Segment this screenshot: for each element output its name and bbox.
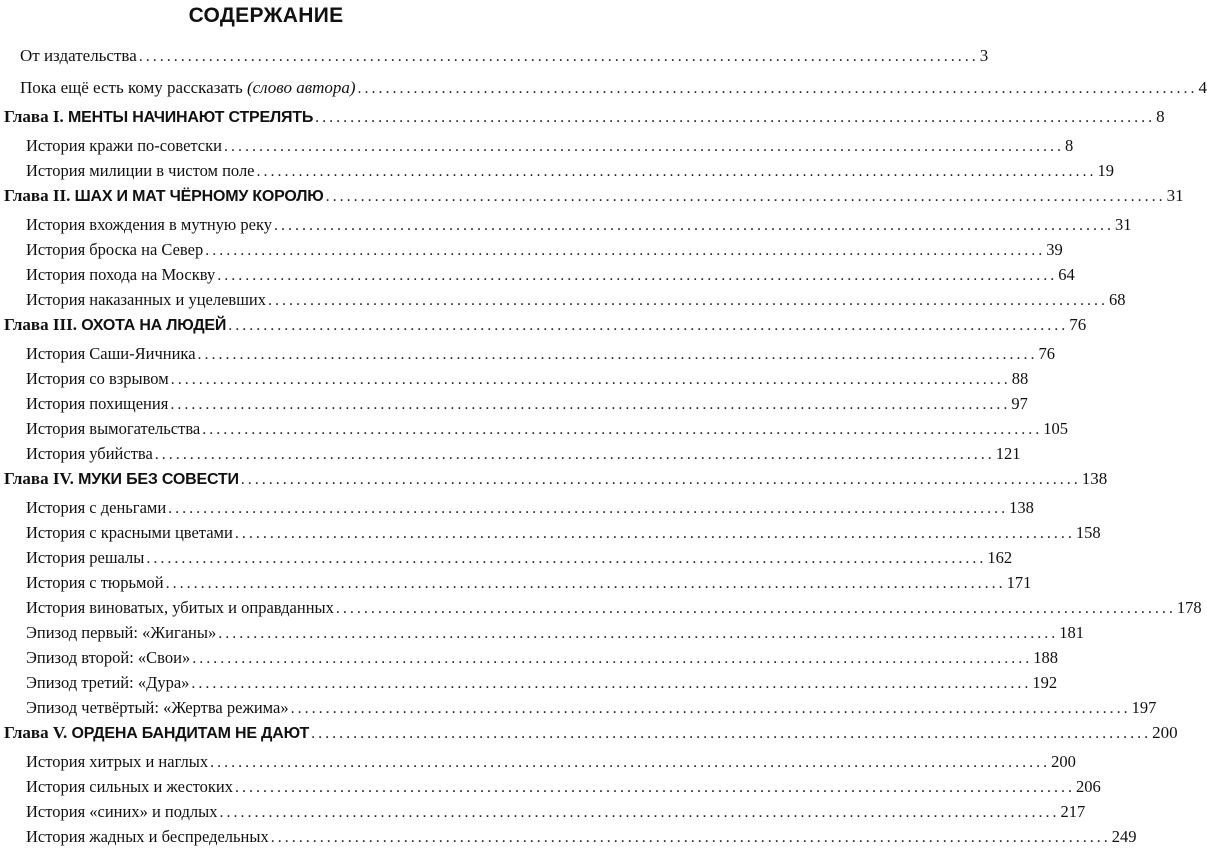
chapter-label: Глава III. <box>4 315 77 334</box>
dot-leader: ........................................................................................................................ <box>191 675 1032 692</box>
toc-story[interactable] <box>0 598 1202 623</box>
dot-leader: ........................................................................................................................ <box>138 48 979 65</box>
entry-text <box>20 78 356 98</box>
toc-story[interactable] <box>0 752 1076 777</box>
dot-leader: ........................................................................................................................ <box>223 138 1064 155</box>
entry-text: История решалы <box>26 548 145 567</box>
page-number: 158 <box>1075 523 1101 542</box>
dot-leader: ........................................................................................................................ <box>311 725 1152 742</box>
toc-story[interactable] <box>0 419 1068 444</box>
page-number: 4 <box>1198 78 1207 97</box>
toc-entry-front-0[interactable] <box>0 46 989 75</box>
chapter-name: ОХОТА НА ЛЮДЕЙ <box>81 317 227 334</box>
page-number: 39 <box>1046 240 1063 259</box>
page-number: 105 <box>1043 419 1068 438</box>
dot-leader: ........................................................................................................................ <box>273 217 1114 234</box>
toc-chapter-2[interactable] <box>0 186 1184 215</box>
toc-story[interactable] <box>0 344 1056 369</box>
entry-text: История броска на Север <box>26 240 204 259</box>
toc-chapter-1[interactable] <box>0 107 1165 136</box>
dot-leader: ........................................................................................................................ <box>256 163 1097 180</box>
toc-story[interactable] <box>0 394 1028 419</box>
dot-leader: ........................................................................................................................ <box>205 242 1046 259</box>
dot-leader: ........................................................................................................................ <box>228 317 1069 334</box>
entry-text: История Саши-Яичника <box>26 344 196 363</box>
page-number: 31 <box>1114 215 1132 234</box>
dot-leader: ........................................................................................................................ <box>197 346 1038 363</box>
page-number: 138 <box>1009 498 1034 517</box>
dot-leader: ........................................................................................................................ <box>192 650 1033 667</box>
chapter-name: ОРДЕНА БАНДИТАМ НЕ ДАЮТ <box>71 725 310 742</box>
dot-leader: ........................................................................................................................ <box>270 829 1111 846</box>
dot-leader: ........................................................................................................................ <box>290 700 1131 717</box>
entry-text: История жадных и беспредельных <box>26 827 269 846</box>
toc-story[interactable] <box>0 215 1132 240</box>
toc-story[interactable] <box>0 369 1029 394</box>
entry-text: Эпизод второй: «Свои» <box>26 648 191 667</box>
entry-text: История кражи по-советски <box>26 136 222 155</box>
dot-leader: ........................................................................................................................ <box>165 575 1006 592</box>
page-number: 188 <box>1033 648 1058 667</box>
entry-text: Эпизод четвёртый: «Жертва режима» <box>26 698 289 717</box>
toc-story[interactable] <box>0 623 1084 648</box>
page-number: 200 <box>1152 723 1178 742</box>
page-number: 206 <box>1076 777 1101 796</box>
toc-story[interactable] <box>0 802 1086 827</box>
dot-leader: ........................................................................................................................ <box>267 292 1108 309</box>
entry-title: Пока ещё есть кому рассказать <box>20 78 243 97</box>
page-number: 138 <box>1081 469 1108 488</box>
chapter-label: Глава IV. <box>4 469 74 488</box>
page-number: 171 <box>1006 573 1032 592</box>
page-number: 162 <box>987 548 1013 567</box>
page-number: 97 <box>1011 394 1028 413</box>
toc-chapter-3[interactable] <box>0 315 1087 344</box>
toc-story[interactable] <box>0 444 1021 469</box>
dot-leader: ........................................................................................................................ <box>240 471 1081 488</box>
dot-leader: ........................................................................................................................ <box>315 109 1156 126</box>
entry-text: История виноватых, убитых и оправданных <box>26 598 334 617</box>
toc-story[interactable] <box>0 777 1101 802</box>
dot-leader: ........................................................................................................................ <box>218 625 1059 642</box>
entry-text: История «синих» и подлых <box>26 802 218 821</box>
dot-leader: ........................................................................................................................ <box>217 267 1058 284</box>
page-number: 76 <box>1038 344 1056 363</box>
entry-text: История милиции в чистом поле <box>26 161 255 180</box>
page-number: 31 <box>1166 186 1184 205</box>
page-number: 8 <box>1156 107 1165 126</box>
chapter-heading <box>4 186 324 206</box>
dot-leader: ........................................................................................................................ <box>202 421 1043 438</box>
entry-text: История наказанных и уцелевших <box>26 290 266 309</box>
page-number: 8 <box>1064 136 1074 155</box>
toc-story[interactable] <box>0 523 1101 548</box>
page-number: 3 <box>979 46 989 65</box>
entry-text: Эпизод первый: «Жиганы» <box>26 623 217 642</box>
page-number: 192 <box>1032 673 1058 692</box>
toc-story[interactable] <box>0 827 1137 852</box>
toc-story[interactable] <box>0 136 1074 161</box>
entry-text: История вымогательства <box>26 419 201 438</box>
entry-text: История похода на Москву <box>26 265 216 284</box>
page-number: 68 <box>1108 290 1126 309</box>
page-number: 88 <box>1011 369 1029 388</box>
toc-story[interactable] <box>0 698 1157 723</box>
entry-text: История с деньгами <box>26 498 167 517</box>
chapter-heading <box>4 723 309 743</box>
toc-story[interactable] <box>0 648 1058 673</box>
page-number: 178 <box>1176 598 1202 617</box>
entry-text: История с тюрьмой <box>26 573 164 592</box>
entry-text: История вхождения в мутную реку <box>26 215 272 234</box>
entry-text: От издательства <box>20 46 137 65</box>
toc-story[interactable] <box>0 673 1058 698</box>
dot-leader: ........................................................................................................................ <box>325 188 1166 205</box>
entry-text: История хитрых и наглых <box>26 752 209 771</box>
dot-leader: ........................................................................................................................ <box>235 779 1076 796</box>
dot-leader: ........................................................................................................................ <box>234 525 1075 542</box>
toc-entry-front-1[interactable] <box>0 78 1207 107</box>
page-number: 197 <box>1131 698 1157 717</box>
dot-leader: ........................................................................................................................ <box>170 371 1011 388</box>
chapter-heading <box>4 469 239 489</box>
dot-leader: ........................................................................................................................ <box>168 500 1009 517</box>
page-number: 76 <box>1069 315 1087 334</box>
dot-leader: ........................................................................................................................ <box>210 754 1051 771</box>
chapter-name: МУКИ БЕЗ СОВЕСТИ <box>78 471 239 488</box>
chapter-name: МЕНТЫ НАЧИНАЮТ СТРЕЛЯТЬ <box>67 109 314 126</box>
toc-story[interactable] <box>0 265 1075 290</box>
page-number: 64 <box>1058 265 1075 284</box>
dot-leader: ........................................................................................................................ <box>154 446 995 463</box>
dot-leader: ........................................................................................................................ <box>219 804 1060 821</box>
dot-leader: ........................................................................................................................ <box>335 600 1176 617</box>
page-number: 200 <box>1051 752 1076 771</box>
entry-text: История со взрывом <box>26 369 169 388</box>
chapter-label: Глава V. <box>4 723 68 742</box>
page-number: 19 <box>1097 161 1115 180</box>
toc-story[interactable] <box>0 498 1034 523</box>
entry-text: История убийства <box>26 444 153 463</box>
entry-text: История с красными цветами <box>26 523 233 542</box>
dot-leader: ........................................................................................................................ <box>146 550 987 567</box>
chapter-name: ШАХ И МАТ ЧЁРНОМУ КОРОЛЮ <box>74 188 324 205</box>
chapter-heading <box>4 315 226 335</box>
page-number: 249 <box>1111 827 1137 846</box>
page-number: 181 <box>1059 623 1084 642</box>
toc-list <box>0 46 1207 852</box>
toc-story[interactable] <box>0 290 1126 315</box>
toc-story[interactable] <box>0 240 1063 265</box>
dot-leader: ........................................................................................................................ <box>170 396 1011 413</box>
dot-leader: ........................................................................................................................ <box>357 80 1198 97</box>
entry-text: Эпизод третий: «Дура» <box>26 673 190 692</box>
toc-chapter-5[interactable] <box>0 723 1178 752</box>
toc-title: СОДЕРЖАНИЕ <box>188 4 344 27</box>
chapter-heading <box>4 107 313 127</box>
chapter-label: Глава II. <box>4 186 71 205</box>
entry-note: (слово автора) <box>246 78 356 97</box>
entry-text: История сильных и жестоких <box>26 777 234 796</box>
page-number: 121 <box>995 444 1021 463</box>
toc-story[interactable] <box>0 161 1115 186</box>
toc-story[interactable] <box>0 548 1013 573</box>
page-number: 217 <box>1060 802 1086 821</box>
toc-story[interactable] <box>0 573 1032 598</box>
chapter-label: Глава I. <box>4 107 64 126</box>
entry-text: История похищения <box>26 394 169 413</box>
toc-chapter-4[interactable] <box>0 469 1108 498</box>
